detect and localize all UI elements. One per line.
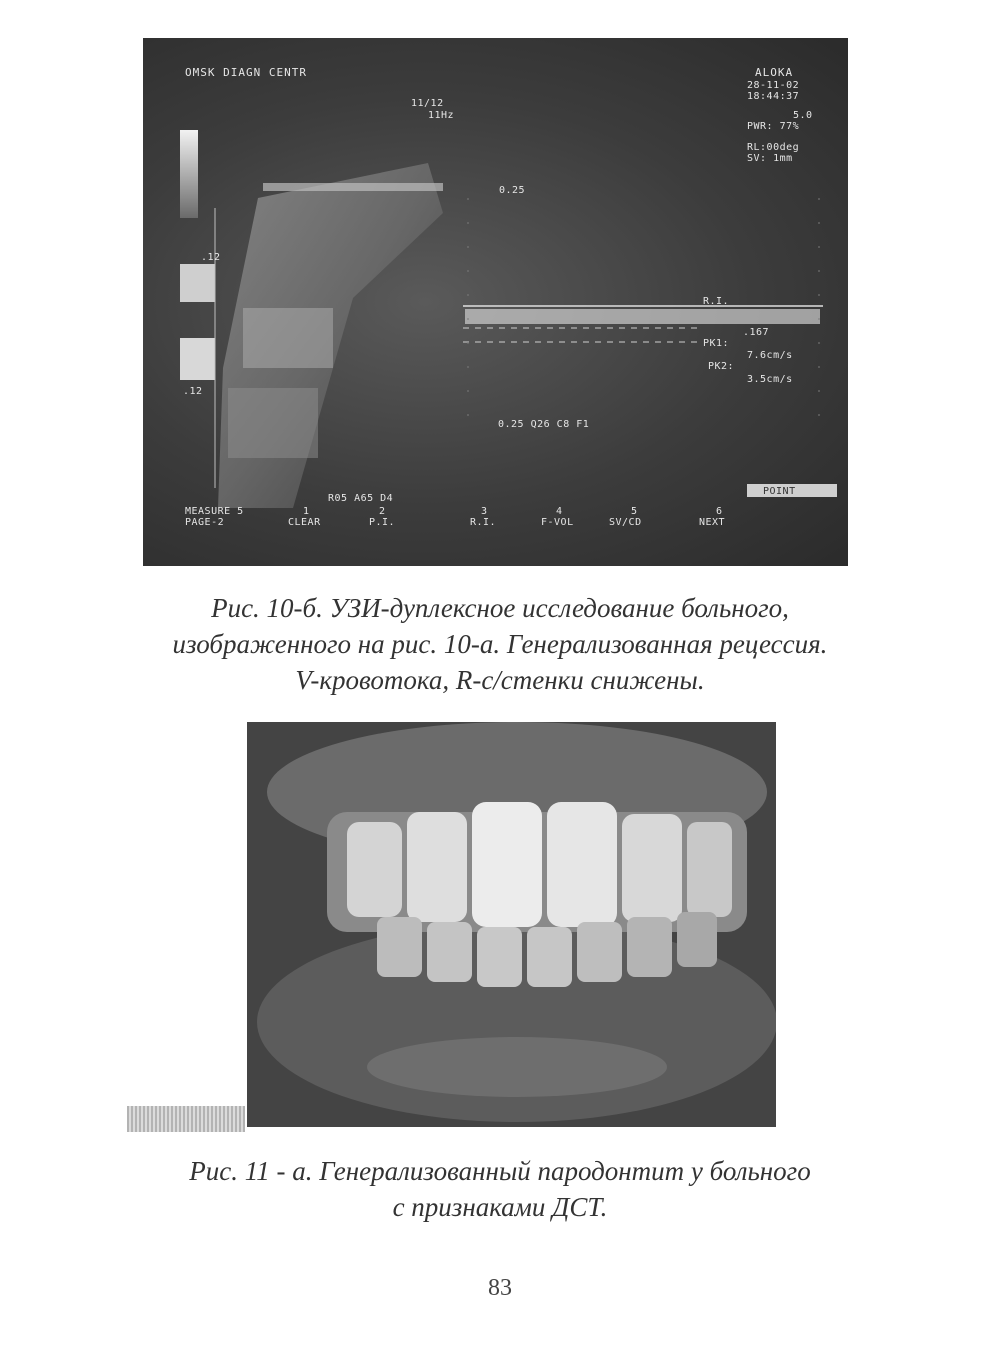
softkey-1-number: 1 (303, 506, 310, 517)
ri-label: R.I. (703, 296, 730, 307)
figure-10b-caption (100, 590, 900, 698)
scan-artifact-stamp (127, 1106, 245, 1132)
page-label: PAGE-2 (185, 517, 225, 528)
pk1-value: 7.6cm/s (747, 350, 793, 361)
caption-line: Рис. 11 - а. Генерализованный пародонтит у больного (189, 1156, 811, 1186)
power-label: PWR: 77% (747, 121, 800, 132)
softkey-3-number: 3 (481, 506, 488, 517)
caption-line: Рис. 10-б. УЗИ-дуплексное исследование больного, (211, 593, 789, 623)
frequency-label: 11Hz (428, 110, 455, 121)
softkey-5-label: SV/CD (609, 517, 642, 528)
softkey-2-number: 2 (379, 506, 386, 517)
pk2-label: PK2: (708, 361, 735, 372)
gain-label: 5.0 (793, 110, 813, 121)
status-line: R05 A65 D4 (328, 493, 394, 504)
probe-frame: 11/12 (411, 98, 444, 109)
color-bar-upper (180, 264, 215, 302)
measure-label: MEASURE 5 (185, 506, 244, 517)
color-bar-lower (180, 338, 215, 380)
softkey-4-number: 4 (556, 506, 563, 517)
doppler-spectrum (465, 309, 820, 324)
page-number: 83 (488, 1275, 512, 1301)
softkey-3-label: R.I. (470, 517, 497, 528)
ri-value: .167 (743, 327, 770, 338)
softkey-5-number: 5 (631, 506, 638, 517)
center-name: OMSK DIAGN CENTR (185, 66, 307, 79)
pk1-label: PK1: (703, 338, 730, 349)
scale-top-label: 0.25 (499, 185, 526, 196)
caption-line: V-кровотока, R-с/стенки снижены. (295, 665, 705, 695)
date-label: 28-11-02 (747, 80, 800, 91)
depth-top-label: .12 (201, 252, 221, 263)
time-label: 18:44:37 (747, 91, 800, 102)
caption-line: с признаками ДСТ. (392, 1192, 608, 1222)
angle-label: RL:00deg (747, 142, 800, 153)
softkey-6-number: 6 (716, 506, 723, 517)
brand-label: ALOKA (755, 66, 794, 79)
pk2-value: 3.5cm/s (747, 374, 793, 385)
softkey-2-label: P.I. (369, 517, 396, 528)
ultrasound-screen (143, 38, 848, 566)
softkey-1-label: CLEAR (288, 517, 321, 528)
caption-line: изображенного на рис. 10-а. Генерализованная рецессия. (172, 629, 828, 659)
teeth-photo (247, 722, 776, 1127)
softkey-4-label: F-VOL (541, 517, 574, 528)
softkey-6-label: NEXT (699, 517, 726, 528)
depth-bottom-label: .12 (183, 386, 203, 397)
scale-bottom-label: 0.25 Q26 C8 F1 (498, 419, 590, 430)
figure-11a-caption (100, 1153, 900, 1225)
ultrasound-image (143, 38, 848, 566)
teeth-photo-drawing (247, 722, 776, 1127)
sample-volume-label: SV: 1mm (747, 153, 793, 164)
point-button-label: POINT (763, 486, 796, 497)
grayscale-bar (180, 130, 198, 218)
